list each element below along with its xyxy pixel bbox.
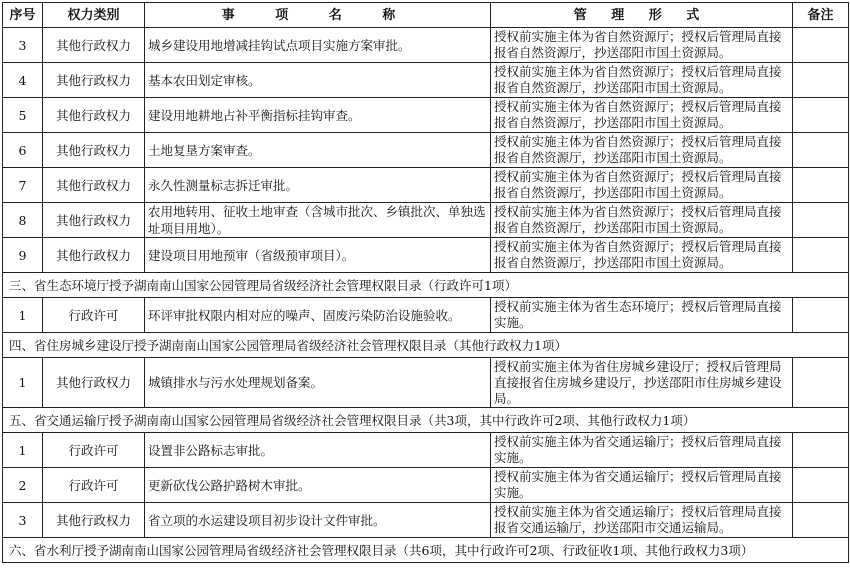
table-row xyxy=(3,168,849,203)
row-note xyxy=(793,358,849,408)
row-seq: 5 xyxy=(3,98,43,133)
row-note xyxy=(793,28,849,63)
row-seq: 1 xyxy=(3,433,43,468)
row-category: 其他行政权力 xyxy=(43,503,145,538)
row-name: 更新砍伐公路护路树木审批。 xyxy=(145,468,491,503)
row-management: 授权前实施主体为省自然资源厅；授权后管理局直接报省自然资源厅，抄送邵阳市国土资源局。 xyxy=(491,63,793,98)
row-name: 土地复垦方案审查。 xyxy=(145,133,491,168)
table-row xyxy=(3,28,849,63)
header-row xyxy=(3,3,849,28)
section-header-row xyxy=(3,273,849,298)
row-seq: 8 xyxy=(3,203,43,238)
row-note xyxy=(793,203,849,238)
table-row xyxy=(3,298,849,333)
row-category: 其他行政权力 xyxy=(43,203,145,238)
row-management: 授权前实施主体为省交通运输厅；授权后管理局直接实施。 xyxy=(491,468,793,503)
table-row xyxy=(3,358,849,408)
row-seq: 6 xyxy=(3,133,43,168)
row-name: 城镇排水与污水处理规划备案。 xyxy=(145,358,491,408)
table-row xyxy=(3,468,849,503)
row-note xyxy=(793,98,849,133)
section-title: 三、省生态环境厅授予湖南南山国家公园管理局省级经济社会管理权限目录（行政许可1项） xyxy=(3,273,849,298)
row-management: 授权前实施主体为省自然资源厅；授权后管理局直接报省自然资源厅，抄送邵阳市国土资源局。 xyxy=(491,238,793,273)
table-row xyxy=(3,98,849,133)
authority-table xyxy=(2,2,849,563)
table-row xyxy=(3,238,849,273)
row-seq: 3 xyxy=(3,28,43,63)
row-seq: 9 xyxy=(3,238,43,273)
row-name: 建设用地耕地占补平衡指标挂钩审查。 xyxy=(145,98,491,133)
row-management: 授权前实施主体为省住房城乡建设厅；授权后管理局直接报省住房城乡建设厅，抄送邵阳市住房城乡建设局。 xyxy=(491,358,793,408)
row-category: 行政许可 xyxy=(43,433,145,468)
table-row xyxy=(3,203,849,238)
row-category: 其他行政权力 xyxy=(43,28,145,63)
section-title: 五、省交通运输厅授予湖南南山国家公园管理局省级经济社会管理权限目录（共3项，其中行政许可2项、其他行政权力1项） xyxy=(3,408,849,433)
row-seq: 1 xyxy=(3,358,43,408)
table-row xyxy=(3,503,849,538)
row-note xyxy=(793,468,849,503)
header-note: 备注 xyxy=(793,3,849,28)
row-seq: 2 xyxy=(3,468,43,503)
row-category: 行政许可 xyxy=(43,298,145,333)
header-seq: 序号 xyxy=(3,3,43,28)
row-management: 授权前实施主体为省交通运输厅；授权后管理局直接报省交通运输厅，抄送邵阳市交通运输局。 xyxy=(491,503,793,538)
section-header-row xyxy=(3,333,849,358)
section-title: 四、省住房城乡建设厅授予湖南南山国家公园管理局省级经济社会管理权限目录（其他行政权力1项） xyxy=(3,333,849,358)
row-seq: 7 xyxy=(3,168,43,203)
table-row xyxy=(3,433,849,468)
row-category: 其他行政权力 xyxy=(43,133,145,168)
table-row xyxy=(3,63,849,98)
row-note xyxy=(793,133,849,168)
row-name: 省立项的水运建设项目初步设计文件审批。 xyxy=(145,503,491,538)
row-name: 农用地转用、征收土地审查（含城市批次、乡镇批次、单独选址项目用地）。 xyxy=(145,203,491,238)
row-category: 其他行政权力 xyxy=(43,63,145,98)
row-category: 其他行政权力 xyxy=(43,358,145,408)
row-name: 基本农田划定审核。 xyxy=(145,63,491,98)
row-category: 其他行政权力 xyxy=(43,238,145,273)
row-note xyxy=(793,63,849,98)
table-row xyxy=(3,133,849,168)
section-header-row xyxy=(3,538,849,563)
row-management: 授权前实施主体为省自然资源厅；授权后管理局直接报省自然资源厅，抄送邵阳市国土资源局。 xyxy=(491,203,793,238)
header-category: 权力类别 xyxy=(43,3,145,28)
row-note xyxy=(793,238,849,273)
row-seq: 1 xyxy=(3,298,43,333)
row-management: 授权前实施主体为省自然资源厅；授权后管理局直接报省自然资源厅，抄送邵阳市国土资源局。 xyxy=(491,28,793,63)
row-category: 其他行政权力 xyxy=(43,168,145,203)
header-management: 管 理 形 式 xyxy=(491,3,793,28)
row-note xyxy=(793,503,849,538)
row-management: 授权前实施主体为省交通运输厅；授权后管理局直接实施。 xyxy=(491,433,793,468)
row-name: 永久性测量标志拆迁审批。 xyxy=(145,168,491,203)
row-note xyxy=(793,168,849,203)
row-management: 授权前实施主体为省自然资源厅；授权后管理局直接报省自然资源厅，抄送邵阳市国土资源局。 xyxy=(491,98,793,133)
section-header-row xyxy=(3,408,849,433)
row-category: 其他行政权力 xyxy=(43,98,145,133)
row-name: 环评审批权限内相对应的噪声、固废污染防治设施验收。 xyxy=(145,298,491,333)
row-management: 授权前实施主体为省自然资源厅；授权后管理局直接报省自然资源厅，抄送邵阳市国土资源局。 xyxy=(491,168,793,203)
row-management: 授权前实施主体为省自然资源厅；授权后管理局直接报省自然资源厅，抄送邵阳市国土资源局。 xyxy=(491,133,793,168)
row-name: 城乡建设用地增减挂钩试点项目实施方案审批。 xyxy=(145,28,491,63)
header-name: 事 项 名 称 xyxy=(145,3,491,28)
section-title: 六、省水利厅授予湖南南山国家公园管理局省级经济社会管理权限目录（共6项，其中行政许可2项、行政征收1项、其他行政权力3项） xyxy=(3,538,849,563)
row-seq: 4 xyxy=(3,63,43,98)
row-name: 设置非公路标志审批。 xyxy=(145,433,491,468)
row-seq: 3 xyxy=(3,503,43,538)
row-note xyxy=(793,298,849,333)
row-note xyxy=(793,433,849,468)
row-management: 授权前实施主体为省生态环境厅；授权后管理局直接实施。 xyxy=(491,298,793,333)
row-category: 行政许可 xyxy=(43,468,145,503)
row-name: 建设项目用地预审（省级预审项目）。 xyxy=(145,238,491,273)
